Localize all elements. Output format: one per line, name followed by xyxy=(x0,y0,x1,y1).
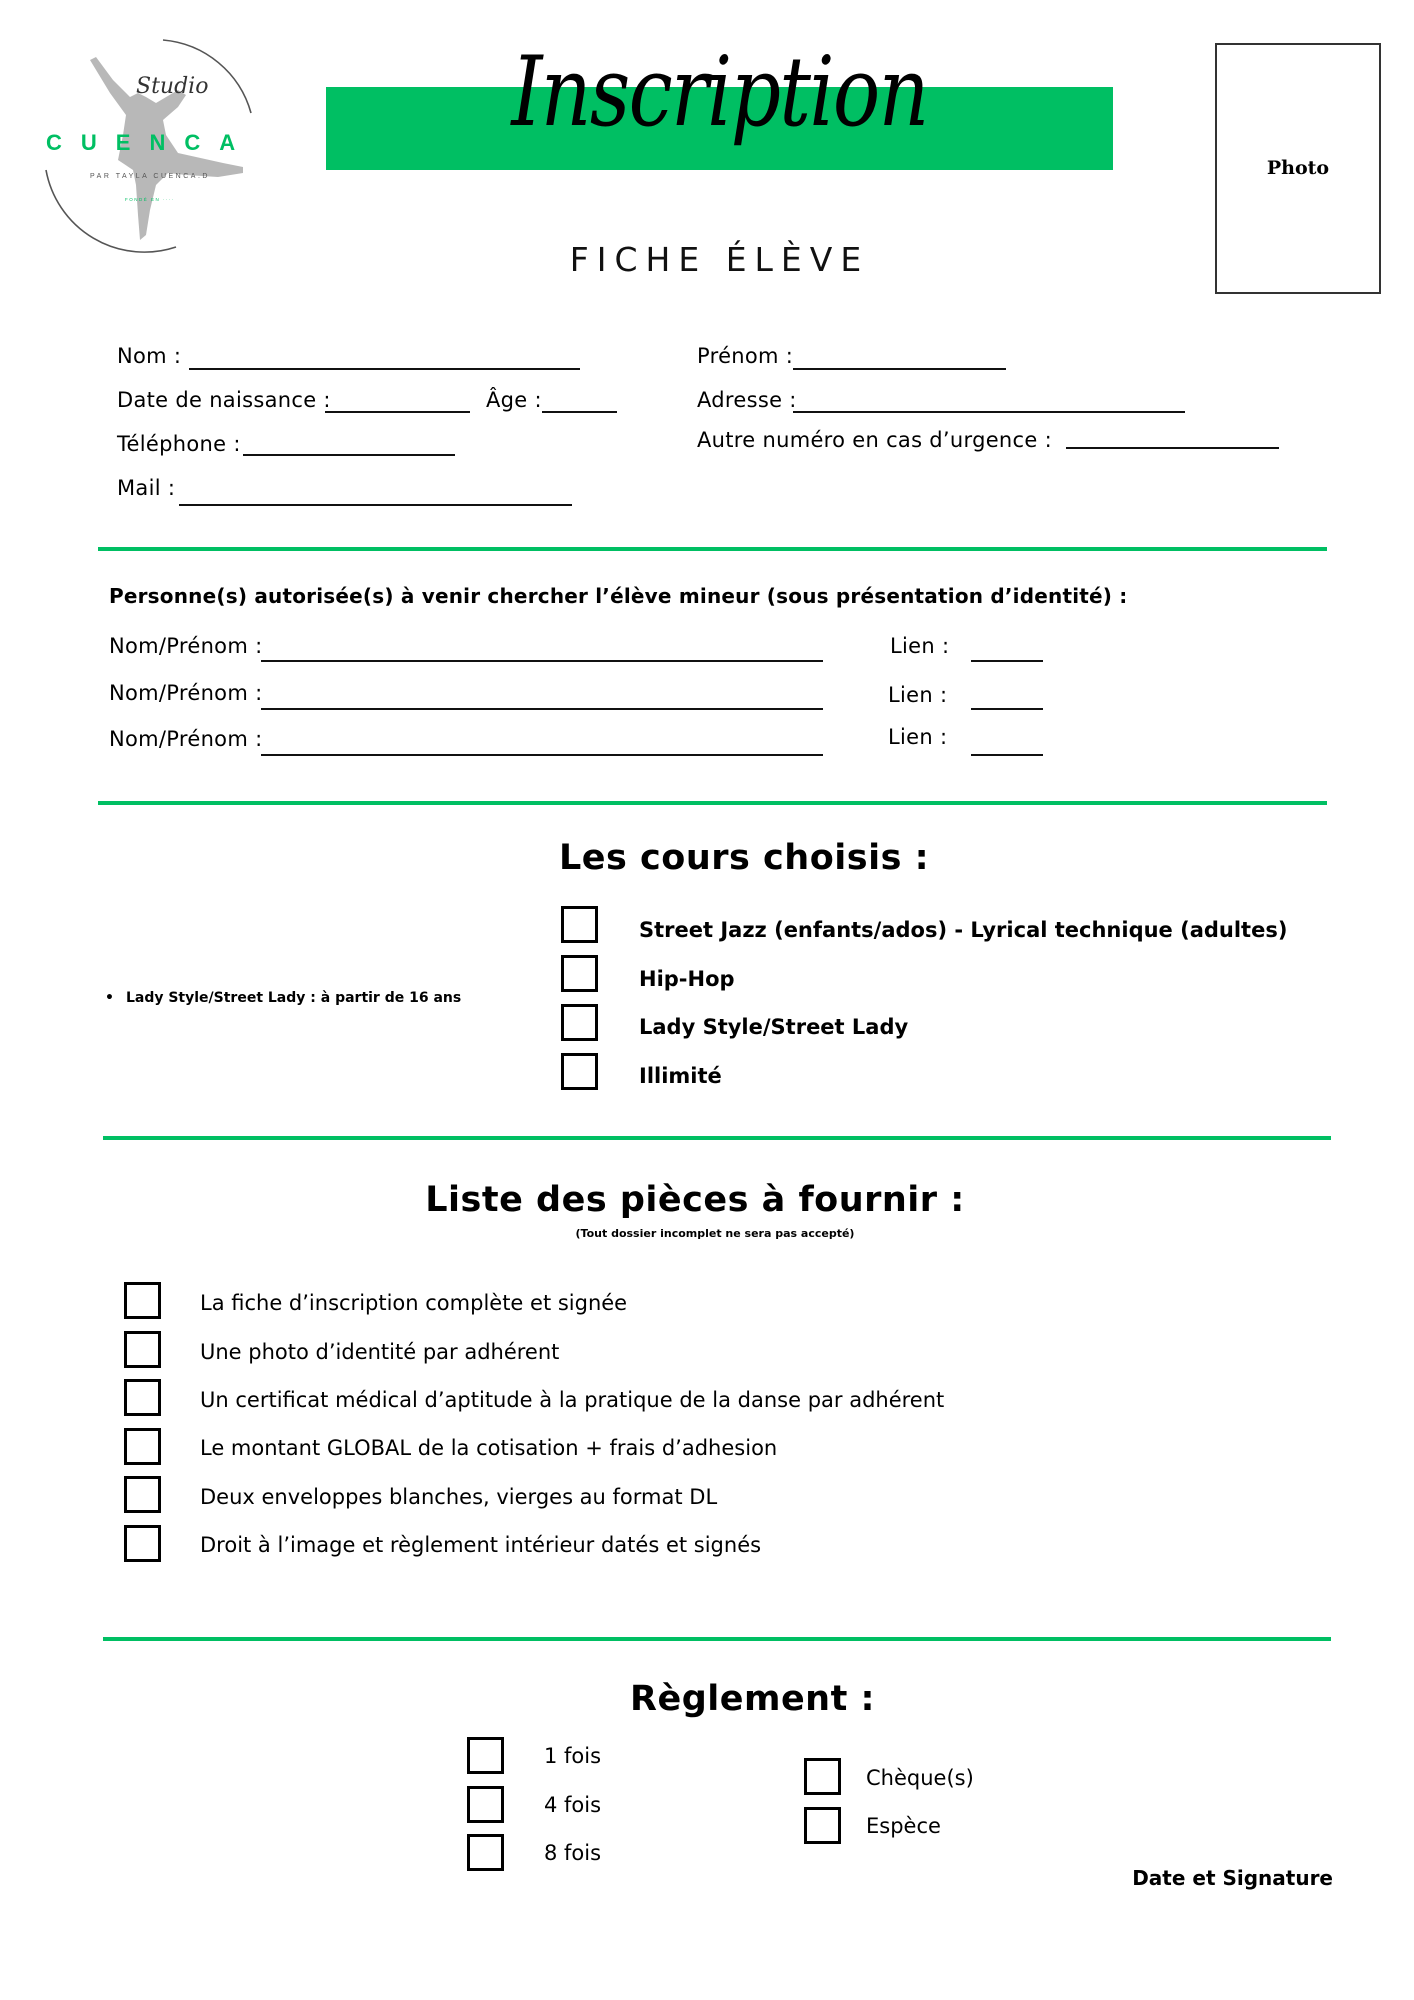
installment-label: 4 fois xyxy=(544,1793,602,1817)
logo-founded: FONDÉ EN ···· xyxy=(125,197,175,202)
courses-note-text: Lady Style/Street Lady : à partir de 16 ans xyxy=(125,990,462,1006)
logo-tagline: PAR TAYLA CUENCA.D xyxy=(90,173,210,180)
authorized-name-label: Nom/Prénom : xyxy=(109,727,263,751)
document-checkbox[interactable] xyxy=(124,1476,161,1513)
prenom-input[interactable] xyxy=(793,368,1006,370)
installment-checkbox[interactable] xyxy=(467,1786,504,1823)
course-checkbox[interactable] xyxy=(561,1053,598,1090)
document-label: Un certificat médical d’aptitude à la pratique de la danse par adhérent xyxy=(200,1388,945,1412)
course-checkbox[interactable] xyxy=(561,955,598,992)
telephone-input[interactable] xyxy=(243,454,455,456)
page-subtitle: FICHE ÉLÈVE xyxy=(569,240,870,279)
course-label: Hip-Hop xyxy=(639,967,735,991)
urgence-label: Autre numéro en cas d’urgence : xyxy=(697,428,1052,452)
mail-label: Mail : xyxy=(117,476,176,500)
nom-label: Nom : xyxy=(117,344,182,368)
document-label: Le montant GLOBAL de la cotisation + frais d’adhesion xyxy=(200,1436,778,1460)
installment-label: 8 fois xyxy=(544,1841,602,1865)
authorized-link-label: Lien : xyxy=(890,634,950,658)
authorized-link-label: Lien : xyxy=(888,683,948,707)
urgence-input[interactable] xyxy=(1066,447,1279,449)
studio-logo xyxy=(38,35,268,265)
section-divider xyxy=(98,801,1327,805)
adresse-label: Adresse : xyxy=(697,388,797,412)
nom-input[interactable] xyxy=(189,368,580,370)
document-label: Droit à l’image et règlement intérieur datés et signés xyxy=(200,1533,762,1557)
courses-title: Les cours choisis : xyxy=(559,838,930,878)
documents-title: Liste des pièces à fournir : xyxy=(425,1180,965,1220)
prenom-label: Prénom : xyxy=(697,344,794,368)
age-label: Âge : xyxy=(486,388,542,412)
document-checkbox[interactable] xyxy=(124,1331,161,1368)
document-checkbox[interactable] xyxy=(124,1282,161,1319)
payment-method-checkbox[interactable] xyxy=(804,1758,841,1795)
payment-method-label: Espèce xyxy=(866,1814,941,1838)
bullet-icon: • xyxy=(105,990,114,1006)
adresse-input[interactable] xyxy=(793,411,1185,413)
course-checkbox[interactable] xyxy=(561,1004,598,1041)
logo-brand-name: CUENCA xyxy=(46,130,255,155)
section-divider xyxy=(98,547,1327,551)
authorized-name-label: Nom/Prénom : xyxy=(109,681,263,705)
documents-subtitle: (Tout dossier incomplet ne sera pas accepté) xyxy=(575,1227,855,1240)
document-checkbox[interactable] xyxy=(124,1525,161,1562)
photo-box[interactable] xyxy=(1215,43,1381,294)
course-checkbox[interactable] xyxy=(561,906,598,943)
date-naissance-label: Date de naissance : xyxy=(117,388,331,412)
document-label: Deux enveloppes blanches, vierges au format DL xyxy=(200,1485,718,1509)
authorized-name-input[interactable] xyxy=(261,754,823,756)
photo-label: Photo xyxy=(1266,157,1330,179)
authorized-name-input[interactable] xyxy=(261,660,823,662)
telephone-label: Téléphone : xyxy=(117,432,241,456)
authorized-link-label: Lien : xyxy=(888,725,948,749)
payment-title: Règlement : xyxy=(630,1679,876,1719)
age-input[interactable] xyxy=(542,411,617,413)
authorized-link-input[interactable] xyxy=(971,708,1043,710)
payment-method-label: Chèque(s) xyxy=(866,1766,974,1790)
authorized-heading: Personne(s) autorisée(s) à venir chercher l’élève mineur (sous présentation d’identité) : xyxy=(109,584,1128,608)
section-divider xyxy=(103,1136,1331,1140)
document-checkbox[interactable] xyxy=(124,1379,161,1416)
document-label: La fiche d’inscription complète et signée xyxy=(200,1291,628,1315)
installment-checkbox[interactable] xyxy=(467,1737,504,1774)
mail-input[interactable] xyxy=(179,504,572,506)
date-naissance-input[interactable] xyxy=(325,411,470,413)
authorized-name-label: Nom/Prénom : xyxy=(109,634,263,658)
course-label: Street Jazz (enfants/ados) - Lyrical technique (adultes) xyxy=(639,918,1288,942)
document-checkbox[interactable] xyxy=(124,1428,161,1465)
course-label: Lady Style/Street Lady xyxy=(639,1015,909,1039)
document-label: Une photo d’identité par adhérent xyxy=(200,1340,560,1364)
logo-graphic xyxy=(38,35,268,265)
authorized-link-input[interactable] xyxy=(971,660,1043,662)
course-label: Illimité xyxy=(639,1064,722,1088)
signature-label: Date et Signature xyxy=(1132,1866,1333,1890)
authorized-link-input[interactable] xyxy=(971,754,1043,756)
installment-checkbox[interactable] xyxy=(467,1834,504,1871)
section-divider xyxy=(103,1637,1331,1641)
courses-note xyxy=(105,991,461,1005)
installment-label: 1 fois xyxy=(544,1744,602,1768)
authorized-name-input[interactable] xyxy=(261,708,823,710)
payment-method-checkbox[interactable] xyxy=(804,1807,841,1844)
page-title: Inscription xyxy=(511,36,928,148)
logo-studio-script: Studio xyxy=(136,74,209,99)
